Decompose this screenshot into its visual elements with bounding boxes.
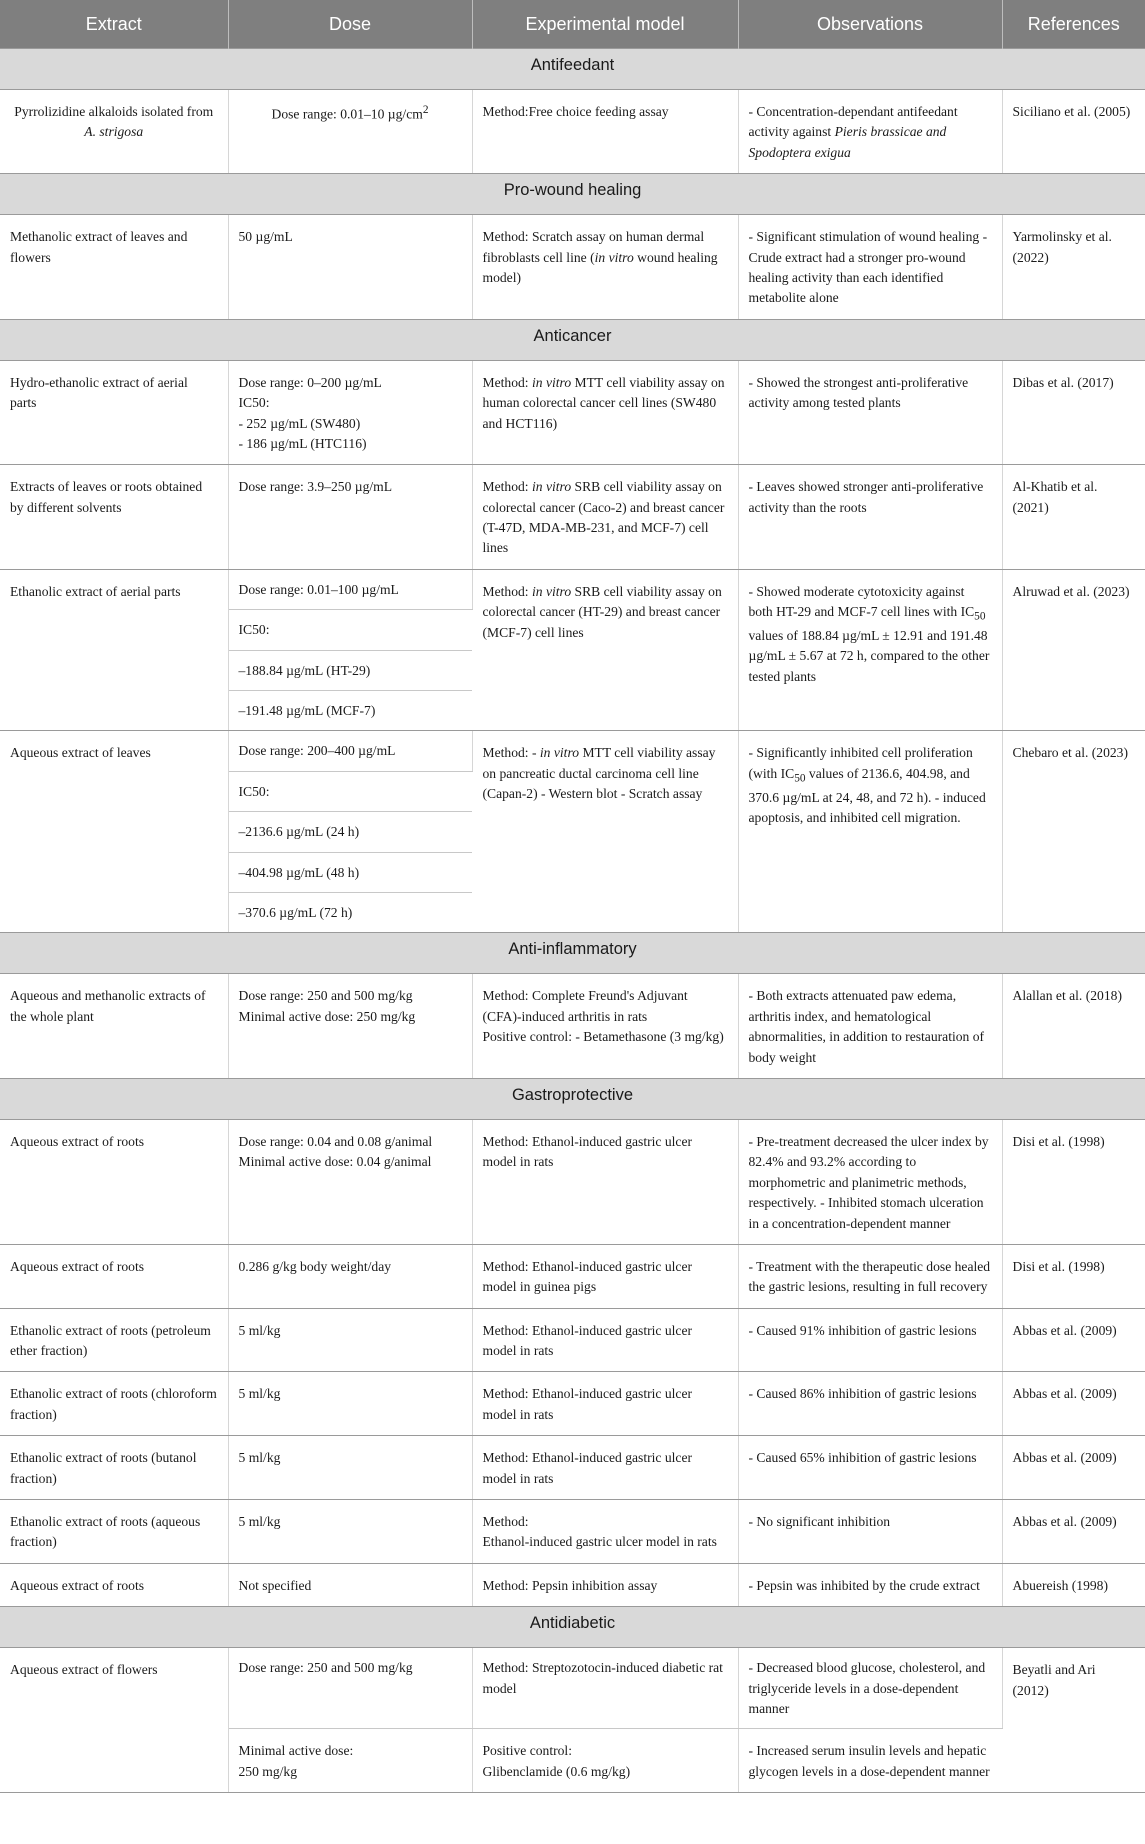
table-row [0, 1119, 1145, 1244]
reference-cell: Dibas et al. (2017) [1002, 360, 1145, 465]
obs-subscript: 50 [794, 772, 806, 785]
dose-cell: 50 µg/mL [228, 215, 472, 320]
observations-cell [738, 90, 1002, 174]
section-title: Anti-inflammatory [0, 933, 1145, 974]
model-italic: in vitro [539, 745, 580, 761]
observations-cell: - Caused 65% inhibition of gastric lesions [738, 1436, 1002, 1500]
model-cell [472, 360, 738, 465]
obs-text: - Concentration-dependant antifeedant activity against [748, 104, 958, 140]
dose-line: Dose range: 0–200 µg/mL [238, 374, 382, 390]
model-cell: Method: Ethanol-induced gastric ulcer model in rats [472, 1308, 738, 1372]
dose-cell [228, 1729, 472, 1793]
model-text: Method: [482, 479, 532, 495]
reference-cell: Yarmolinsky et al. (2022) [1002, 215, 1145, 320]
model-italic: in vitro [531, 479, 572, 495]
table-row [0, 1308, 1145, 1372]
dose-cell: IC50: [228, 610, 472, 650]
observations-cell: - Pepsin was inhibited by the crude extract [738, 1563, 1002, 1606]
dose-cell: –191.48 µg/mL (MCF-7) [228, 691, 472, 731]
reference-cell: Abbas et al. (2009) [1002, 1372, 1145, 1436]
observations-cell: - No significant inhibition [738, 1500, 1002, 1564]
observations-cell: - Caused 91% inhibition of gastric lesions [738, 1308, 1002, 1372]
model-italic: in vitro [594, 249, 634, 265]
table-row [0, 1372, 1145, 1436]
reference-cell: Beyatli and Ari (2012) [1002, 1648, 1145, 1793]
observations-cell: - Caused 86% inhibition of gastric lesions [738, 1372, 1002, 1436]
model-cell [472, 974, 738, 1079]
reference-cell: Abbas et al. (2009) [1002, 1436, 1145, 1500]
header-dose: Dose [228, 0, 472, 49]
reference-cell: Siciliano et al. (2005) [1002, 90, 1145, 174]
table-row [0, 974, 1145, 1079]
section-row [0, 49, 1145, 90]
model-cell [472, 465, 738, 570]
reference-cell: Al-Khatib et al. (2021) [1002, 465, 1145, 570]
model-line: Method: Complete Freund's Adjuvant (CFA)-induced arthritis in rats [482, 988, 688, 1024]
section-row [0, 933, 1145, 974]
section-title: Pro-wound healing [0, 174, 1145, 215]
table-row [0, 1563, 1145, 1606]
section-title: Gastroprotective [0, 1078, 1145, 1119]
dose-cell: Dose range: 250 and 500 mg/kg [228, 1648, 472, 1729]
observations-cell: - Showed the strongest anti-proliferative activity among tested plants [738, 360, 1002, 465]
model-text: MTT cell viability assay on pancreatic ductal carcinoma cell line (Capan-2) - Western blot - Scratch assay [482, 745, 716, 802]
table-row [0, 1244, 1145, 1308]
model-text: Method: [482, 374, 532, 390]
header-observations: Observations [738, 0, 1002, 49]
extract-cell: Aqueous extract of roots [0, 1119, 228, 1244]
model-cell: Method: Pepsin inhibition assay [472, 1563, 738, 1606]
dose-line: Dose range: 250 and 500 mg/kg [238, 988, 413, 1004]
extract-cell: Extracts of leaves or roots obtained by different solvents [0, 465, 228, 570]
section-title: Anticancer [0, 319, 1145, 360]
observations-cell: - Both extracts attenuated paw edema, arthritis index, and hematological abnormalities, in addition to restauration of body weight [738, 974, 1002, 1079]
dose-cell: Not specified [228, 1563, 472, 1606]
extract-cell: Ethanolic extract of roots (aqueous fraction) [0, 1500, 228, 1564]
reference-cell: Abbas et al. (2009) [1002, 1308, 1145, 1372]
model-cell [472, 1729, 738, 1793]
model-cell: Method:Free choice feeding assay [472, 90, 738, 174]
dose-cell: –2136.6 µg/mL (24 h) [228, 812, 472, 852]
model-cell [472, 731, 738, 933]
extract-cell: Ethanolic extract of roots (butanol fraction) [0, 1436, 228, 1500]
model-line: Positive control: - Betamethasone (3 mg/kg) [482, 1029, 724, 1045]
table-row [0, 1436, 1145, 1500]
dose-cell [228, 360, 472, 465]
dose-cell: –370.6 µg/mL (72 h) [228, 892, 472, 932]
model-line: Method: [482, 1514, 529, 1530]
table-row [0, 1648, 1145, 1729]
reference-cell: Abbas et al. (2009) [1002, 1500, 1145, 1564]
observations-cell [738, 731, 1002, 933]
observations-cell [738, 569, 1002, 731]
header-row [0, 0, 1145, 49]
section-title: Antifeedant [0, 49, 1145, 90]
extract-cell: Methanolic extract of leaves and flowers [0, 215, 228, 320]
model-cell: Method: Ethanol-induced gastric ulcer model in guinea pigs [472, 1244, 738, 1308]
extract-cell: Aqueous extract of leaves [0, 731, 228, 933]
reference-cell: Disi et al. (1998) [1002, 1119, 1145, 1244]
dose-line: Dose range: 0.04 and 0.08 g/animal [238, 1133, 433, 1149]
table-row [0, 90, 1145, 174]
dose-superscript: 2 [422, 104, 429, 116]
header-extract: Extract [0, 0, 228, 49]
model-cell [472, 215, 738, 320]
section-title: Antidiabetic [0, 1607, 1145, 1648]
dose-cell: Dose range: 0.01–100 µg/mL [228, 569, 472, 609]
header-model: Experimental model [472, 0, 738, 49]
dose-text: Dose range: 0.01–10 µg/cm [271, 106, 423, 122]
dose-cell: IC50: [228, 771, 472, 811]
dose-cell: 5 ml/kg [228, 1308, 472, 1372]
dose-line: Minimal active dose: [238, 1743, 354, 1759]
table-row [0, 1500, 1145, 1564]
dose-line: - 252 µg/mL (SW480) [238, 415, 361, 431]
extract-cell: Aqueous and methanolic extracts of the whole plant [0, 974, 228, 1079]
extract-cell: Ethanolic extract of aerial parts [0, 569, 228, 731]
reference-cell: Abuereish (1998) [1002, 1563, 1145, 1606]
observations-cell: - Significant stimulation of wound healing - Crude extract had a stronger pro-wound healing activity than each identified metabolite alone [738, 215, 1002, 320]
table-row [0, 731, 1145, 771]
model-text: Method: Scratch assay on human dermal fibroblasts cell line ( [482, 229, 705, 265]
section-row [0, 319, 1145, 360]
dose-cell: –188.84 µg/mL (HT-29) [228, 650, 472, 690]
table-row [0, 569, 1145, 609]
dose-cell [228, 90, 472, 174]
model-italic: in vitro [531, 374, 572, 390]
section-row [0, 1078, 1145, 1119]
dose-line: Minimal active dose: 0.04 g/animal [238, 1154, 432, 1170]
model-text: wound healing model) [482, 249, 718, 285]
reference-cell: Chebaro et al. (2023) [1002, 731, 1145, 933]
header-references: References [1002, 0, 1145, 49]
observations-cell: - Pre-treatment decreased the ulcer index by 82.4% and 93.2% according to morphometric and planimetric methods, respectively. - Inhibited stomach ulceration in a concentration-dependent manner [738, 1119, 1002, 1244]
observations-cell: - Increased serum insulin levels and hepatic glycogen levels in a dose-dependent manner [738, 1729, 1002, 1793]
dose-cell [228, 974, 472, 1079]
obs-text: values of 2136.6, 404.98, and 370.6 µg/mL at 24, 48, and 72 h). - induced apoptosis, and inhibited cell migration. [748, 765, 986, 825]
model-cell [472, 1500, 738, 1564]
table-row [0, 465, 1145, 570]
model-cell: Method: Ethanol-induced gastric ulcer model in rats [472, 1372, 738, 1436]
species-name: A. strigosa [84, 124, 144, 140]
section-row [0, 174, 1145, 215]
extract-text: Pyrrolizidine alkaloids isolated from [14, 104, 214, 119]
observations-cell: - Decreased blood glucose, cholesterol, and triglyceride levels in a dose-dependent manner [738, 1648, 1002, 1729]
extract-cell: Ethanolic extract of roots (petroleum ether fraction) [0, 1308, 228, 1372]
dose-cell [228, 1119, 472, 1244]
reference-cell: Alallan et al. (2018) [1002, 974, 1145, 1079]
table-row [0, 215, 1145, 320]
extract-cell: Aqueous extract of flowers [0, 1648, 228, 1793]
dose-line: IC50: [238, 395, 270, 411]
dose-cell: 5 ml/kg [228, 1500, 472, 1564]
obs-text: values of 188.84 µg/mL ± 12.91 and 191.48 µg/mL ± 5.67 at 72 h, compared to the other tested plants [748, 627, 990, 684]
model-cell: Method: Ethanol-induced gastric ulcer model in rats [472, 1436, 738, 1500]
model-cell [472, 569, 738, 731]
model-text: Method: - [482, 745, 540, 761]
model-italic: in vitro [531, 583, 572, 599]
dose-line: Minimal active dose: 250 mg/kg [238, 1008, 416, 1024]
section-row [0, 1607, 1145, 1648]
reference-cell: Disi et al. (1998) [1002, 1244, 1145, 1308]
obs-subscript: 50 [974, 610, 986, 623]
reference-cell: Alruwad et al. (2023) [1002, 569, 1145, 731]
dose-line: - 186 µg/mL (HTC116) [238, 435, 367, 451]
dose-line: 250 mg/kg [238, 1763, 298, 1779]
extract-cell: Ethanolic extract of roots (chloroform fraction) [0, 1372, 228, 1436]
model-text: MTT cell viability assay on human colorectal cancer cell lines (SW480 and HCT116) [482, 374, 725, 431]
model-line: Ethanol-induced gastric ulcer model in rats [482, 1534, 717, 1550]
model-line: Positive control: [482, 1743, 572, 1759]
dose-cell: 0.286 g/kg body weight/day [228, 1244, 472, 1308]
model-line: Glibenclamide (0.6 mg/kg) [482, 1763, 631, 1779]
model-text: SRB cell viability assay on colorectal cancer (Caco-2) and breast cancer (T-47D, MDA-MB-231, and MCF-7) cell lines [482, 479, 725, 556]
model-text: SRB cell viability assay on colorectal cancer (HT-29) and breast cancer (MCF-7) cell lines [482, 583, 722, 640]
dose-cell: Dose range: 3.9–250 µg/mL [228, 465, 472, 570]
model-text: Method: [482, 583, 532, 599]
extract-cell: Aqueous extract of roots [0, 1563, 228, 1606]
table-row [0, 360, 1145, 465]
dose-cell: –404.98 µg/mL (48 h) [228, 852, 472, 892]
observations-cell: - Leaves showed stronger anti-proliferative activity than the roots [738, 465, 1002, 570]
dose-cell: 5 ml/kg [228, 1436, 472, 1500]
dose-cell: 5 ml/kg [228, 1372, 472, 1436]
model-cell: Method: Streptozotocin-induced diabetic rat model [472, 1648, 738, 1729]
model-cell: Method: Ethanol-induced gastric ulcer model in rats [472, 1119, 738, 1244]
extract-cell: Hydro-ethanolic extract of aerial parts [0, 360, 228, 465]
extract-cell [0, 90, 228, 174]
species-name: Pieris brassicae and Spodoptera exigua [748, 124, 947, 160]
obs-text: - Significantly inhibited cell proliferation (with IC [748, 745, 973, 781]
observations-cell: - Treatment with the therapeutic dose healed the gastric lesions, resulting in full recovery [738, 1244, 1002, 1308]
dose-cell: Dose range: 200–400 µg/mL [228, 731, 472, 771]
obs-text: - Showed moderate cytotoxicity against both HT-29 and MCF-7 cell lines with IC [748, 583, 975, 620]
extract-cell: Aqueous extract of roots [0, 1244, 228, 1308]
